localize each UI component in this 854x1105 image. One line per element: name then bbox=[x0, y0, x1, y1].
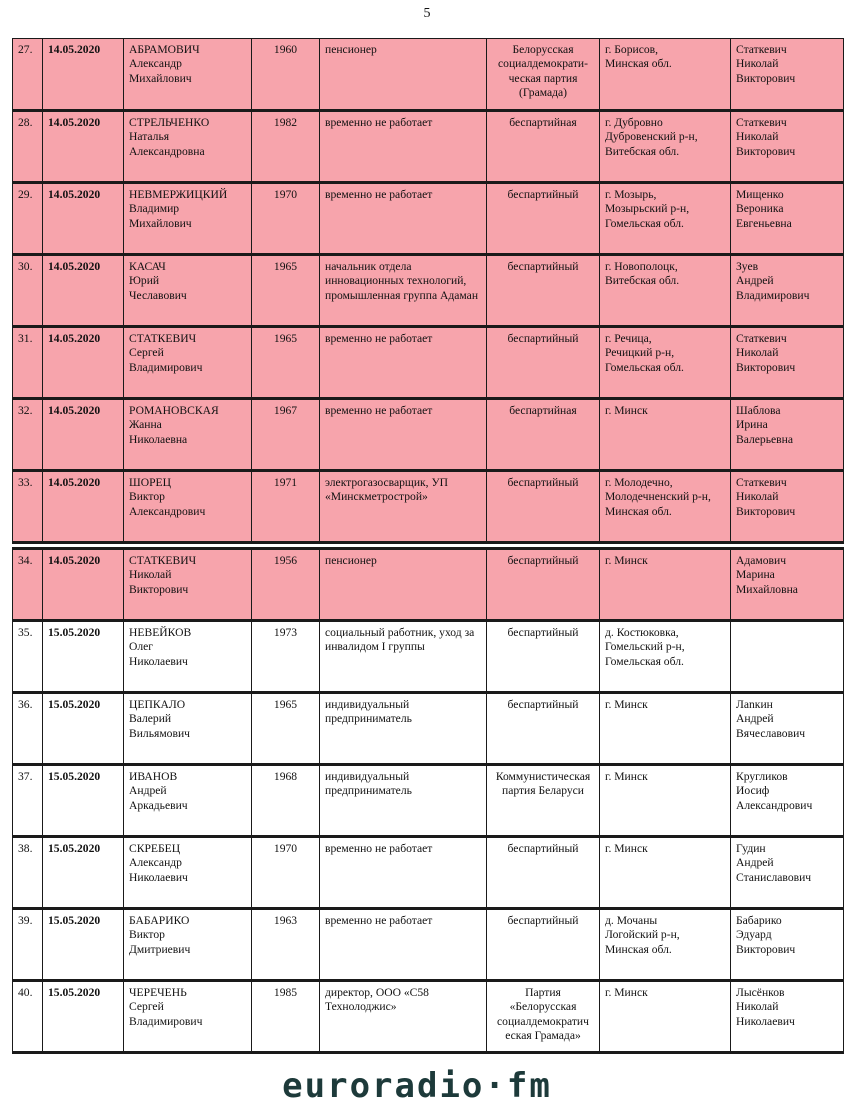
residence bbox=[600, 837, 731, 909]
candidate-name-line: Сергей bbox=[129, 1000, 164, 1014]
trustee-name bbox=[731, 621, 844, 693]
candidate-name-line: Чеславович bbox=[129, 288, 187, 302]
trustee-name-line: Статкевич bbox=[736, 43, 787, 56]
residence-line: Гомельская обл. bbox=[605, 654, 684, 668]
candidate-name bbox=[124, 621, 252, 693]
table-row bbox=[13, 549, 844, 621]
candidate-name-line: СТАТКЕВИЧ bbox=[129, 332, 197, 345]
occupation: индивидуальный предприниматель bbox=[320, 693, 487, 765]
table-row bbox=[13, 765, 844, 837]
birth-year: 1968 bbox=[252, 765, 320, 837]
candidate-name-line: Викторович bbox=[129, 582, 189, 596]
trustee-name-line: Андрей bbox=[736, 274, 774, 288]
candidate-name-line: ЦЕПКАЛО bbox=[129, 698, 186, 711]
trustee-name-line: Статкевич bbox=[736, 476, 787, 489]
birth-year: 1963 bbox=[252, 909, 320, 981]
party: беспартийная bbox=[487, 111, 600, 183]
residence bbox=[600, 981, 731, 1053]
candidate-name-line: Виктор bbox=[129, 928, 165, 942]
candidates-table bbox=[12, 38, 844, 1054]
row-number: 27. bbox=[13, 39, 43, 111]
table-row bbox=[13, 399, 844, 471]
trustee-name-line: Иосиф bbox=[736, 784, 770, 798]
table-row bbox=[13, 693, 844, 765]
residence bbox=[600, 621, 731, 693]
occupation: временно не работает bbox=[320, 909, 487, 981]
party: беспартийный bbox=[487, 327, 600, 399]
trustee-name bbox=[731, 693, 844, 765]
euroradio-logo bbox=[262, 1068, 572, 1102]
candidate-name-line: РОМАНОВСКАЯ bbox=[129, 404, 219, 417]
trustee-name bbox=[731, 255, 844, 327]
logo-text: euroradio·fm bbox=[282, 1068, 552, 1102]
candidate-name-line: БАБАРИКО bbox=[129, 914, 190, 927]
row-number: 28. bbox=[13, 111, 43, 183]
birth-year: 1985 bbox=[252, 981, 320, 1053]
residence bbox=[600, 111, 731, 183]
row-date: 15.05.2020 bbox=[43, 693, 124, 765]
table-row bbox=[13, 255, 844, 327]
trustee-name-line: Гудин bbox=[736, 842, 766, 855]
row-number: 38. bbox=[13, 837, 43, 909]
birth-year: 1965 bbox=[252, 327, 320, 399]
residence-line: г. Дубровно bbox=[605, 116, 663, 129]
candidate-name-line: Николаевич bbox=[129, 654, 188, 668]
candidate-name-line: Николаевна bbox=[129, 432, 188, 446]
candidate-name-line: Юрий bbox=[129, 274, 160, 288]
candidate-name-line: Вильямович bbox=[129, 726, 190, 740]
birth-year: 1967 bbox=[252, 399, 320, 471]
candidate-name-line: Наталья bbox=[129, 130, 170, 144]
trustee-name-line: Викторович bbox=[736, 144, 796, 158]
birth-year: 1956 bbox=[252, 549, 320, 621]
birth-year: 1971 bbox=[252, 471, 320, 543]
residence-line: г. Минск bbox=[605, 770, 648, 783]
candidate-name-line: Михайлович bbox=[129, 71, 192, 85]
residence bbox=[600, 471, 731, 543]
trustee-name-line: Вячеславович bbox=[736, 726, 806, 740]
party: беспартийный bbox=[487, 621, 600, 693]
candidate-name bbox=[124, 183, 252, 255]
party: беспартийный bbox=[487, 549, 600, 621]
residence-line: г. Минск bbox=[605, 404, 648, 417]
trustee-name-line: Лысёнков bbox=[736, 986, 785, 999]
trustee-name-line: Статкевич bbox=[736, 332, 787, 345]
residence bbox=[600, 39, 731, 111]
trustee-name bbox=[731, 549, 844, 621]
trustee-name-line: Лanкин bbox=[736, 698, 773, 711]
trustee-name-line: Евгеньевна bbox=[736, 216, 792, 230]
candidate-name-line: КАСАЧ bbox=[129, 260, 166, 273]
trustee-name bbox=[731, 327, 844, 399]
table-row bbox=[13, 183, 844, 255]
residence-line: г. Минск bbox=[605, 698, 648, 711]
candidate-name-line: Михайлович bbox=[129, 216, 192, 230]
residence-line: Мозырьский р-н, bbox=[605, 202, 690, 216]
residence-line: Гомельская обл. bbox=[605, 216, 684, 230]
candidate-name-line: СКРЕБЕЦ bbox=[129, 842, 181, 855]
residence-line: д. Костюковка, bbox=[605, 626, 679, 639]
candidate-name-line: СТРЕЛЬЧЕНКО bbox=[129, 116, 210, 129]
birth-year: 1970 bbox=[252, 183, 320, 255]
table-row bbox=[13, 471, 844, 543]
candidate-name-line: Николаевич bbox=[129, 870, 188, 884]
candidate-name bbox=[124, 549, 252, 621]
candidate-name bbox=[124, 909, 252, 981]
trustee-name bbox=[731, 111, 844, 183]
candidate-name-line: АБРАМОВИЧ bbox=[129, 43, 200, 56]
trustee-name-line: Валерьевна bbox=[736, 432, 793, 446]
residence-line: Минская обл. bbox=[605, 57, 672, 71]
party: беспартийный bbox=[487, 693, 600, 765]
occupation: электрогазосварщик, УП «Минскметрострой» bbox=[320, 471, 487, 543]
residence bbox=[600, 693, 731, 765]
row-date: 15.05.2020 bbox=[43, 765, 124, 837]
row-date: 15.05.2020 bbox=[43, 981, 124, 1053]
residence bbox=[600, 327, 731, 399]
trustee-name-line: Викторович bbox=[736, 504, 796, 518]
party: Белорусская социалдемократи-ческая партия (Грамада) bbox=[487, 39, 600, 111]
residence-line: Витебская обл. bbox=[605, 274, 680, 288]
row-number: 36. bbox=[13, 693, 43, 765]
row-number: 31. bbox=[13, 327, 43, 399]
row-date: 14.05.2020 bbox=[43, 327, 124, 399]
residence-line: г. Минск bbox=[605, 842, 648, 855]
row-date: 14.05.2020 bbox=[43, 111, 124, 183]
occupation: временно не работает bbox=[320, 111, 487, 183]
trustee-name-line: Викторович bbox=[736, 360, 796, 374]
row-number: 32. bbox=[13, 399, 43, 471]
trustee-name-line: Адамович bbox=[736, 554, 787, 567]
table-row bbox=[13, 39, 844, 111]
trustee-name-line: Александрович bbox=[736, 798, 813, 812]
trustee-name-line: Андрей bbox=[736, 712, 774, 726]
table-row bbox=[13, 621, 844, 693]
table-row bbox=[13, 909, 844, 981]
occupation: социальный работник, уход за инвалидом I группы bbox=[320, 621, 487, 693]
residence bbox=[600, 909, 731, 981]
table-row bbox=[13, 111, 844, 183]
trustee-name-line: Викторович bbox=[736, 71, 796, 85]
trustee-name bbox=[731, 39, 844, 111]
birth-year: 1960 bbox=[252, 39, 320, 111]
trustee-name bbox=[731, 765, 844, 837]
row-date: 15.05.2020 bbox=[43, 621, 124, 693]
party: беспартийная bbox=[487, 399, 600, 471]
trustee-name-line: Николай bbox=[736, 1000, 779, 1014]
party: Коммунистическая партия Беларуси bbox=[487, 765, 600, 837]
candidate-name-line: Дмитриевич bbox=[129, 942, 191, 956]
candidate-name-line: Александр bbox=[129, 57, 182, 71]
residence bbox=[600, 399, 731, 471]
trustee-name-line: Станиславович bbox=[736, 870, 812, 884]
candidate-name-line: Александр bbox=[129, 856, 182, 870]
residence-line: г. Борисов, bbox=[605, 43, 659, 56]
candidate-name bbox=[124, 981, 252, 1053]
occupation: временно не работает bbox=[320, 837, 487, 909]
candidate-name-line: Сергей bbox=[129, 346, 164, 360]
residence-line: Гомельский р-н, bbox=[605, 640, 685, 654]
candidate-name bbox=[124, 693, 252, 765]
party: беспартийный bbox=[487, 471, 600, 543]
row-number: 30. bbox=[13, 255, 43, 327]
candidate-name bbox=[124, 399, 252, 471]
candidate-name-line: Александрович bbox=[129, 504, 206, 518]
occupation: временно не работает bbox=[320, 327, 487, 399]
residence-line: Витебская обл. bbox=[605, 144, 680, 158]
row-date: 14.05.2020 bbox=[43, 549, 124, 621]
candidate-name-line: Андрей bbox=[129, 784, 167, 798]
row-number: 33. bbox=[13, 471, 43, 543]
trustee-name-line: Николай bbox=[736, 57, 779, 71]
trustee-name bbox=[731, 183, 844, 255]
trustee-name-line: Николай bbox=[736, 490, 779, 504]
residence bbox=[600, 255, 731, 327]
candidate-name bbox=[124, 39, 252, 111]
trustee-name bbox=[731, 837, 844, 909]
party: беспартийный bbox=[487, 837, 600, 909]
trustee-name-line: Андрей bbox=[736, 856, 774, 870]
residence-line: Минская обл. bbox=[605, 504, 672, 518]
trustee-name-line: Вероника bbox=[736, 202, 784, 216]
birth-year: 1973 bbox=[252, 621, 320, 693]
row-date: 14.05.2020 bbox=[43, 399, 124, 471]
party: беспартийный bbox=[487, 255, 600, 327]
trustee-name-line: Статкевич bbox=[736, 116, 787, 129]
trustee-name-line: Николай bbox=[736, 130, 779, 144]
occupation: пенсионер bbox=[320, 549, 487, 621]
party: беспартийный bbox=[487, 183, 600, 255]
trustee-name bbox=[731, 981, 844, 1053]
candidate-name-line: ШОРЕЦ bbox=[129, 476, 171, 489]
row-number: 37. bbox=[13, 765, 43, 837]
candidate-name-line: Владимирович bbox=[129, 1014, 203, 1028]
occupation: директор, ООО «С58 Технолоджис» bbox=[320, 981, 487, 1053]
trustee-name-line: Николай bbox=[736, 346, 779, 360]
row-number: 39. bbox=[13, 909, 43, 981]
residence-line: Логойский р-н, bbox=[605, 928, 680, 942]
row-date: 15.05.2020 bbox=[43, 909, 124, 981]
candidate-name-line: НЕВМЕРЖИЦКИЙ bbox=[129, 188, 228, 201]
trustee-name-line: Николаевич bbox=[736, 1014, 795, 1028]
occupation: временно не работает bbox=[320, 183, 487, 255]
candidate-name-line: ИВАНОВ bbox=[129, 770, 178, 783]
party: беспартийный bbox=[487, 909, 600, 981]
occupation: пенсионер bbox=[320, 39, 487, 111]
trustee-name-line: Бабарико bbox=[736, 914, 782, 927]
candidate-name-line: Аркадьевич bbox=[129, 798, 188, 812]
residence-line: д. Мочаны bbox=[605, 914, 658, 927]
trustee-name bbox=[731, 909, 844, 981]
trustee-name bbox=[731, 399, 844, 471]
candidate-name bbox=[124, 765, 252, 837]
residence-line: г. Минск bbox=[605, 986, 648, 999]
residence bbox=[600, 183, 731, 255]
residence bbox=[600, 765, 731, 837]
candidate-name-line: Николай bbox=[129, 568, 172, 582]
candidate-name-line: Валерий bbox=[129, 712, 172, 726]
trustee-name-line: Ирина bbox=[736, 418, 768, 432]
trustee-name-line: Шаблова bbox=[736, 404, 781, 417]
candidate-name-line: ЧЕРЕЧЕНЬ bbox=[129, 986, 187, 999]
trustee-name-line: Кругликов bbox=[736, 770, 788, 783]
candidate-name-line: Виктор bbox=[129, 490, 165, 504]
occupation: индивидуальный предприниматель bbox=[320, 765, 487, 837]
residence-line: Дубровенский р-н, bbox=[605, 130, 698, 144]
birth-year: 1965 bbox=[252, 255, 320, 327]
candidate-name-line: СТАТКЕВИЧ bbox=[129, 554, 197, 567]
row-number: 34. bbox=[13, 549, 43, 621]
candidate-name-line: Олег bbox=[129, 640, 154, 654]
residence-line: г. Новополоцк, bbox=[605, 260, 678, 273]
residence-line: Речицкий р-н, bbox=[605, 346, 675, 360]
candidate-name bbox=[124, 471, 252, 543]
table-row bbox=[13, 981, 844, 1053]
birth-year: 1970 bbox=[252, 837, 320, 909]
residence-line: г. Молодечно, bbox=[605, 476, 673, 489]
trustee-name-line: Марина bbox=[736, 568, 775, 582]
candidate-name bbox=[124, 111, 252, 183]
row-date: 15.05.2020 bbox=[43, 837, 124, 909]
residence-line: Молодечненский р-н, bbox=[605, 490, 711, 504]
birth-year: 1965 bbox=[252, 693, 320, 765]
trustee-name-line: Мищенко bbox=[736, 188, 784, 201]
trustee-name-line: Зуев bbox=[736, 260, 759, 273]
trustee-name-line: Михайловна bbox=[736, 582, 798, 596]
residence-line: г. Минск bbox=[605, 554, 648, 567]
page-number: 5 bbox=[423, 6, 431, 21]
birth-year: 1982 bbox=[252, 111, 320, 183]
table-row bbox=[13, 327, 844, 399]
residence-line: г. Речица, bbox=[605, 332, 652, 345]
row-date: 14.05.2020 bbox=[43, 471, 124, 543]
row-number: 35. bbox=[13, 621, 43, 693]
table-row bbox=[13, 837, 844, 909]
row-date: 14.05.2020 bbox=[43, 255, 124, 327]
residence-line: Минская обл. bbox=[605, 942, 672, 956]
row-number: 29. bbox=[13, 183, 43, 255]
trustee-name bbox=[731, 471, 844, 543]
candidate-name bbox=[124, 837, 252, 909]
trustee-name-line: Владимирович bbox=[736, 288, 810, 302]
candidate-name-line: Жанна bbox=[129, 418, 162, 432]
trustee-name-line: Эдуард bbox=[736, 928, 772, 942]
residence-line: Гомельская обл. bbox=[605, 360, 684, 374]
candidate-name bbox=[124, 255, 252, 327]
row-number: 40. bbox=[13, 981, 43, 1053]
candidate-name-line: Владимир bbox=[129, 202, 180, 216]
candidate-name-line: НЕВЕЙКОВ bbox=[129, 626, 192, 639]
residence bbox=[600, 549, 731, 621]
candidate-name-line: Александровна bbox=[129, 144, 205, 158]
party: Партия «Белорусская социалдемократич еская Грамада» bbox=[487, 981, 600, 1053]
occupation: временно не работает bbox=[320, 399, 487, 471]
residence-line: г. Мозырь, bbox=[605, 188, 657, 201]
trustee-name-line: Викторович bbox=[736, 942, 796, 956]
row-date: 14.05.2020 bbox=[43, 183, 124, 255]
occupation: начальник отдела инновационных технологий, промышленная группа Адаман bbox=[320, 255, 487, 327]
candidate-name bbox=[124, 327, 252, 399]
row-date: 14.05.2020 bbox=[43, 39, 124, 111]
candidate-name-line: Владимирович bbox=[129, 360, 203, 374]
